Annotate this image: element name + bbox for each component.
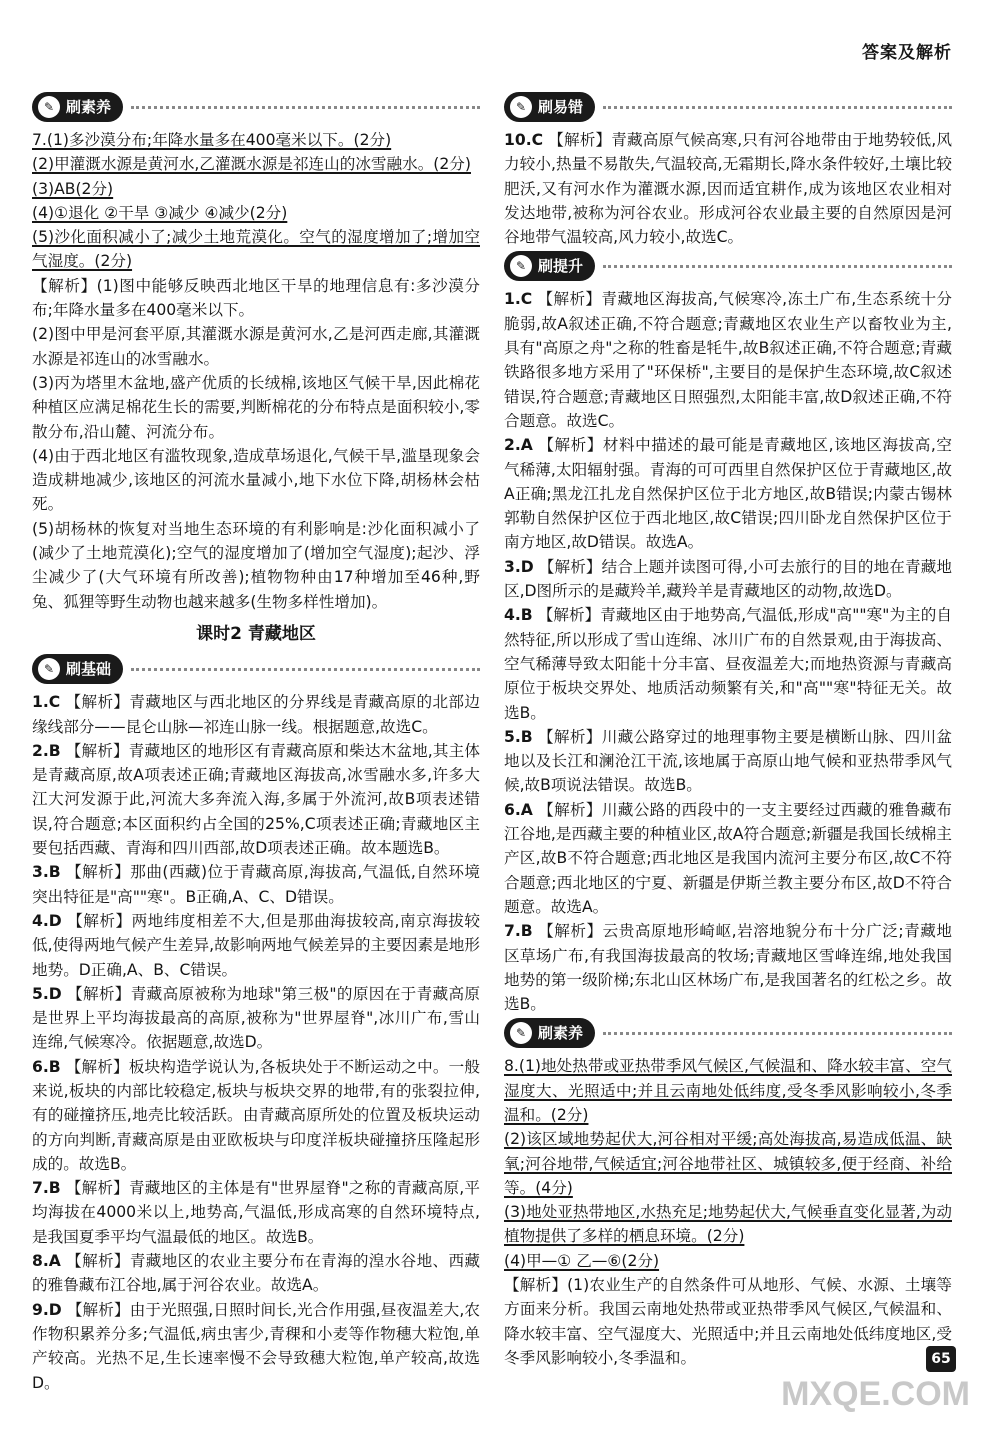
right-column	[504, 90, 952, 1370]
badge-jichu	[32, 652, 480, 686]
watermark: MXQE.COM	[781, 1375, 970, 1413]
q7-analysis-5: (5)胡杨林的恢复对当地生态环境的有利影响是:沙化面积减小了(减少了土地荒漠化);空气的湿度增加了(增加空气湿度);起沙、浮尘减少了(大气环境有所改善);植物物种由17种增加至46种,野兔、狐狸等野生动物也越来越多(生物多样性增加)。	[32, 519, 480, 611]
q8-line-4: (4)甲—① 乙—⑥(2分)	[504, 1251, 660, 1270]
section-title: 课时2 青藏地区	[196, 623, 316, 644]
badge-suyang	[32, 90, 480, 124]
divider	[603, 1032, 952, 1035]
answer-item: 10.C 【解析】青藏高原气候高寒,只有河谷地带由于地势较低,风力较小,热量不易散失,气温较高,无霜期长,降水条件较好,土壤比较肥沃,又有河水作为灌溉水源,因而适宜耕作,成为该地区农业相对发达地带,被称为河谷农业。形成河谷农业最主要的自然原因是河谷地带气温较高,风力较小,故选C。	[504, 131, 952, 247]
answer-item: 6.B 【解析】板块构造学说认为,各板块处于不断运动之中。一般来说,板块的内部比较稳定,板块与板块交界的地带,有的张裂拉伸,有的碰撞挤压,地壳比较活跃。由青藏高原所处的位置及板块运动的方向判断,青藏高原是由亚欧板块与印度洋板块碰撞挤压隆起形成的。故选B。	[32, 1057, 480, 1173]
answer-item: 2.A 【解析】材料中描述的最可能是青藏地区,该地区海拔高,空气稀薄,太阳辐射强。青海的可可西里自然保护区位于青藏地区,故A正确;黑龙江扎龙自然保护区位于北方地区,故B错误;内蒙古锡林郭勒自然保护区位于西北地区,故C错误;四川卧龙自然保护区位于南方地区,故D错误。故选A。	[504, 436, 952, 552]
q7-analysis-1: 【解析】(1)图中能够反映西北地区干旱的地理信息有:多沙漠分布;年降水量多在400毫米以下。	[32, 276, 480, 320]
q7-analysis-3: (3)丙为塔里木盆地,盛产优质的长绒棉,该地区气候干旱,因此棉花种植区应满足棉花生长的需要,判断棉花的分布特点是面积较小,零散分布,沿山麓、河流分布。	[32, 373, 480, 441]
answer-item: 3.D 【解析】结合上题并读图可得,小可去旅行的目的地在青藏地区,D图所示的是藏羚羊,藏羚羊是青藏地区的动物,故选D。	[504, 557, 952, 601]
q7-line-5: (5)沙化面积减小了;减少土地荒漠化。空气的湿度增加了;增加空气湿度。(2分)	[32, 228, 480, 271]
q7-analysis-4: (4)由于西北地区有滥牧现象,造成草场退化,气候干旱,滥垦现象会造成耕地减少,该地区的河流水量减小,地下水位下降,胡杨林会枯死。	[32, 446, 480, 514]
q8-analysis: 【解析】(1)农业生产的自然条件可从地形、气候、水源、土壤等方面来分析。我国云南地处热带或亚热带季风气候区,气候温和、降水较丰富、空气湿度大、光照适中;并且云南地处低纬度地区,受冬季风影响较小,冬季温和。	[504, 1276, 952, 1367]
divider	[603, 265, 952, 268]
divider	[131, 106, 480, 109]
page-number: 65	[926, 1346, 956, 1372]
answer-item: 7.B 【解析】青藏地区的主体是有"世界屋脊"之称的青藏高原,平均海拔在4000米以上,地势高,气温低,形成高寒的自然环境特点,是我国夏季平均气温最低的地区。故选B。	[32, 1179, 480, 1246]
badge-label: 刷素养	[538, 1024, 584, 1043]
answer-item: 5.B 【解析】川藏公路穿过的地理事物主要是横断山脉、四川盆地以及长江和澜沧江干流,该地属于高原山地气候和亚热带季风气候,故B项说法错误。故选B。	[504, 727, 952, 795]
book-icon: ✎	[510, 1022, 532, 1044]
divider	[603, 106, 952, 109]
q8-line-3: (3)地处亚热带地区,水热充足;地势起伏大,气候垂直变化显著,为动植物提供了多样的栖息环境。(2分)	[504, 1203, 952, 1246]
q8-line-2: (2)该区域地势起伏大,河谷相对平缓;高处海拔高,易造成低温、缺氧;河谷地带,气候适宜;河谷地带社区、城镇较多,便于经商、补给等。(4分)	[504, 1130, 952, 1197]
book-icon: ✎	[38, 96, 60, 118]
answer-item: 7.B 【解析】云贵高原地形崎岖,岩溶地貌分布十分广泛;青藏地区草场广布,有我国海拔最高的牧场;青藏地区雪峰连绵,地处我国地势的第一级阶梯;东北山区林场广布,是我国著名的红松之乡。故选B。	[504, 922, 952, 1014]
badge-label: 刷素养	[66, 97, 112, 116]
answer-item: 9.D 【解析】由于光照强,日照时间长,光合作用强,昼夜温差大,农作物积累养分多;气温低,病虫害少,青稞和小麦等作物穗大粒饱,单产较高。光热不足,生长速率慢不会导致穗大粒饱,单产较高,故选D。	[32, 1300, 480, 1392]
badge-yicuo	[504, 90, 952, 124]
badge-tisheng	[504, 249, 952, 283]
badge-label: 刷易错	[538, 97, 584, 116]
q7-line-1: 7.(1)多沙漠分布;年降水量多在400毫米以下。(2分)	[32, 131, 392, 149]
answer-item: 1.C 【解析】青藏地区海拔高,气候寒冷,冻土广布,生态系统十分脆弱,故A叙述正确,不符合题意;青藏地区农业生产以畜牧业为主,具有"高原之舟"之称的牲畜是牦牛,故B叙述正确,不符合题意;青藏铁路很多地方采用了"环保桥",主要目的是保护生态环境,故C叙述错误,符合题意;青藏地区日照强烈,太阳能丰富,故D叙述正确,不符合题意。故选C。	[504, 290, 952, 430]
answer-item: 5.D 【解析】青藏高原被称为地球"第三极"的原因在于青藏高原是世界上平均海拔最高的高原,被称为"世界屋脊",冰川广布,雪山连绵,气候寒冷。依据题意,故选D。	[32, 984, 480, 1052]
book-icon: ✎	[510, 96, 532, 118]
running-header: 答案及解析	[862, 43, 952, 63]
badge-suyang-2	[504, 1016, 952, 1050]
book-icon: ✎	[38, 658, 60, 680]
divider	[131, 668, 480, 671]
q8-line-1: 8.(1)地处热带或亚热带季风气候区,气候温和、降水较丰富、空气湿度大、光照适中;并且云南地处低纬度,受冬季风影响较小,冬季温和。(2分)	[504, 1057, 952, 1124]
answer-item: 6.A 【解析】川藏公路的西段中的一支主要经过西藏的雅鲁藏布江谷地,是西藏主要的种植业区,故A符合题意;新疆是我国长绒棉主产区,故B不符合题意;西北地区是我国内流河主要分布区,故C不符合题意;西北地区的宁夏、新疆是伊斯兰教主要分布区,故D不符合题意。故选A。	[504, 800, 952, 916]
q7-line-3: (3)AB(2分)	[32, 179, 114, 198]
answer-item: 8.A 【解析】青藏地区的农业主要分布在青海的湟水谷地、西藏的雅鲁藏布江谷地,属于河谷农业。故选A。	[32, 1252, 480, 1295]
book-icon: ✎	[510, 255, 532, 277]
answer-item: 1.C 【解析】青藏地区与西北地区的分界线是青藏高原的北部边缘线部分——昆仑山脉—祁连山脉一线。根据题意,故选C。	[32, 693, 480, 736]
answer-item: 4.B 【解析】青藏地区由于地势高,气温低,形成"高""寒"为主的自然特征,所以形成了雪山连绵、冰川广布的自然景观,由于海拔高、空气稀薄导致太阳能十分丰富、昼夜温差大;而地热资源与青藏高原位于板块交界处、地质活动频繁有关,和"高""寒"特征无关。故选B。	[504, 606, 952, 722]
answer-item: 3.B 【解析】那曲(西藏)位于青藏高原,海拔高,气温低,自然环境突出特征是"高""寒"。B正确,A、C、D错误。	[32, 863, 480, 906]
badge-label: 刷提升	[538, 257, 584, 276]
answer-item: 2.B 【解析】青藏地区的地形区有青藏高原和柴达木盆地,其主体是青藏高原,故A项表述正确;青藏地区海拔高,冰雪融水多,许多大江大河发源于此,河流大多奔流入海,多属于外流河,故B项表述错误,符合题意;本区面积约占全国的25%,C项表述正确;青藏地区主要包括西藏、青海和四川西部,故D项表述正确。故本题选B。	[32, 741, 480, 858]
badge-label: 刷基础	[66, 660, 112, 679]
answer-item: 4.D 【解析】两地纬度相差不大,但是那曲海拔较高,南京海拔较低,使得两地气候产生差异,故影响两地气候差异的主要因素是地形地势。D正确,A、B、C错误。	[32, 911, 480, 979]
q7-line-4: (4)①退化 ②干旱 ③减少 ④减少(2分)	[32, 203, 288, 222]
q7-analysis-2: (2)图中甲是河套平原,其灌溉水源是黄河水,乙是河西走廊,其灌溉水源是祁连山的冰雪融水。	[32, 325, 480, 368]
left-column	[32, 90, 480, 1395]
q7-line-2: (2)甲灌溉水源是黄河水,乙灌溉水源是祁连山的冰雪融水。(2分)	[32, 155, 471, 174]
